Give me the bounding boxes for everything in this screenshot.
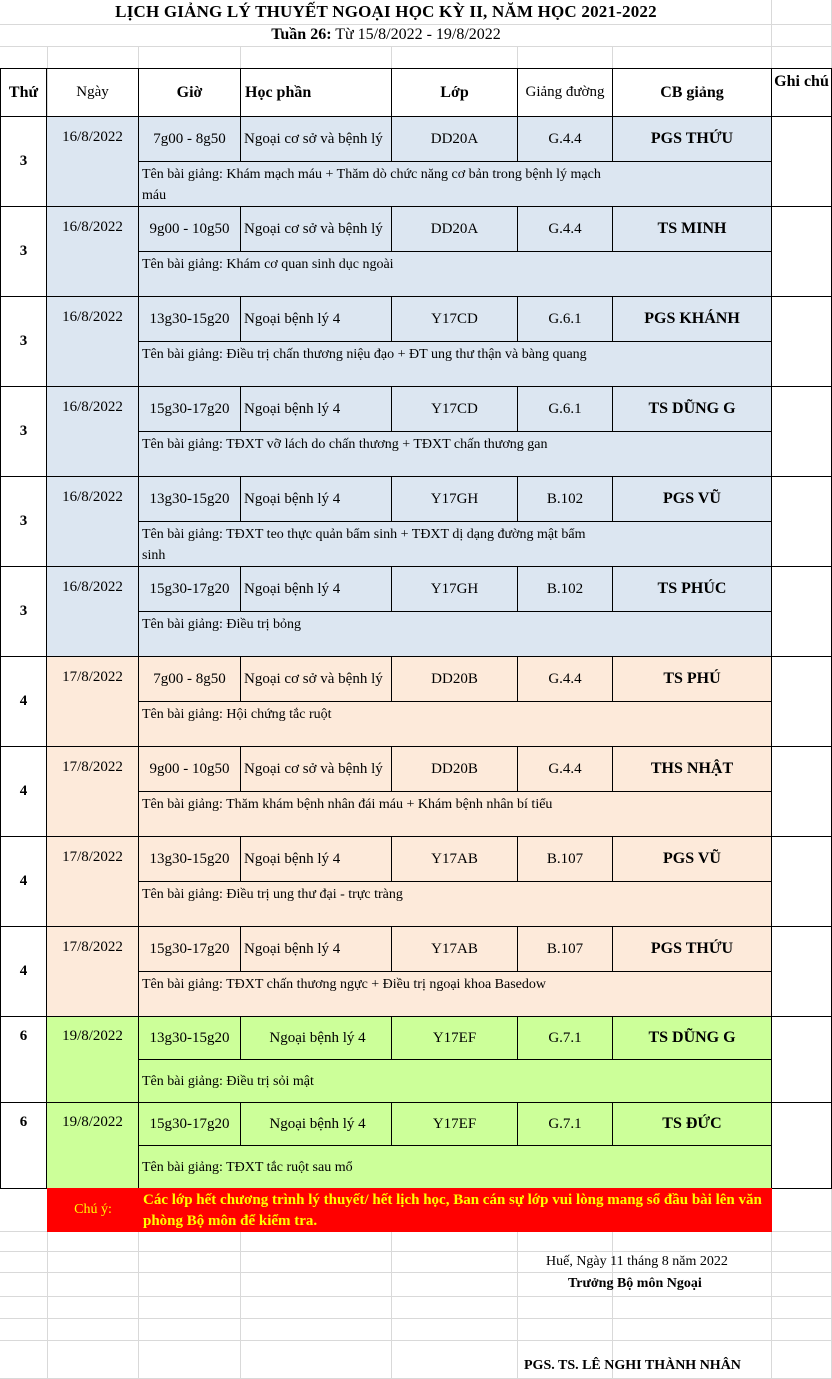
row-ghi-chu [772, 927, 832, 1017]
row-giang-duong: G.4.4 [518, 117, 613, 162]
lecture-text: Tên bài giảng: TĐXT teo thực quản bẩm sinh + TĐXT dị dạng đường mật bẩm sinh [142, 527, 586, 563]
row-cb-giang: TS PHÚC [613, 567, 772, 612]
row-lop: Y17CD [392, 297, 518, 342]
row-ngay: 16/8/2022 [47, 297, 139, 387]
header-lop: Lớp [392, 69, 518, 117]
lecture-text: Tên bài giảng: TĐXT tắc ruột sau mổ [142, 1159, 353, 1175]
row-hoc-phan: Ngoại bệnh lý 4 [241, 837, 392, 882]
row-gio: 13g30-15g20 [139, 297, 241, 342]
row-hoc-phan: Ngoại cơ sở và bệnh lý [241, 117, 392, 162]
row-thu: 3 [0, 207, 47, 297]
row-ngay: 17/8/2022 [47, 657, 139, 747]
row-giang-duong: G.6.1 [518, 387, 613, 432]
row-gio: 7g00 - 8g50 [139, 117, 241, 162]
lecture-text: Tên bài giảng: TĐXT vỡ lách do chấn thương + TĐXT chấn thương gan [142, 437, 548, 452]
header-ngay: Ngày [47, 69, 139, 117]
row-bai-giang [139, 882, 772, 927]
header-gio: Giờ [139, 69, 241, 117]
row-ghi-chu [772, 657, 832, 747]
row-giang-duong: G.4.4 [518, 747, 613, 792]
row-bai-giang [139, 792, 772, 837]
row-ghi-chu [772, 747, 832, 837]
row-bai-giang [139, 162, 772, 207]
week-subtitle [0, 26, 772, 44]
row-bai-giang [139, 522, 772, 567]
header-hoc-phan: Học phần [241, 69, 392, 117]
row-gio: 15g30-17g20 [139, 567, 241, 612]
lecture-text: Tên bài giảng: Thăm khám bệnh nhân đái máu + Khám bệnh nhân bí tiểu [142, 797, 553, 812]
row-bai-giang [139, 342, 772, 387]
row-ngay: 16/8/2022 [47, 387, 139, 477]
row-bai-giang [139, 972, 772, 1017]
row-gio: 13g30-15g20 [139, 837, 241, 882]
row-cb-giang: THS NHẬT [613, 747, 772, 792]
lecture-text: Tên bài giảng: Điều trị bỏng [142, 617, 302, 632]
row-hoc-phan: Ngoại bệnh lý 4 [241, 567, 392, 612]
row-gio: 9g00 - 10g50 [139, 747, 241, 792]
row-thu: 4 [0, 657, 47, 747]
note-label: Chú ý: [47, 1188, 139, 1232]
row-giang-duong: G.4.4 [518, 207, 613, 252]
row-thu: 3 [0, 297, 47, 387]
row-gio: 13g30-15g20 [139, 477, 241, 522]
row-lop: DD20A [392, 117, 518, 162]
lecture-text: Tên bài giảng: Điều trị chấn thương niệu đạo + ĐT ung thư thận và bàng quang [142, 347, 587, 362]
row-ngay: 17/8/2022 [47, 747, 139, 837]
row-lop: Y17CD [392, 387, 518, 432]
row-bai-giang [139, 252, 772, 297]
row-ghi-chu [772, 387, 832, 477]
footer-signer: PGS. TS. LÊ NGHI THÀNH NHÂN [524, 1358, 741, 1373]
row-hoc-phan: Ngoại cơ sở và bệnh lý [241, 657, 392, 702]
row-thu: 6 [0, 1017, 47, 1103]
row-gio: 7g00 - 8g50 [139, 657, 241, 702]
row-cb-giang: PGS KHÁNH [613, 297, 772, 342]
row-hoc-phan: Ngoại bệnh lý 4 [241, 387, 392, 432]
lecture-text: Tên bài giảng: Điều trị sỏi mật [142, 1073, 314, 1089]
note-text: Các lớp hết chương trình lý thuyết/ hết lịch học, Ban cán sự lớp vui lòng mang sổ đầu bài lên văn phòng Bộ môn để kiểm tra. [139, 1188, 772, 1232]
row-bai-giang [139, 432, 772, 477]
row-giang-duong: B.102 [518, 477, 613, 522]
row-ngay: 16/8/2022 [47, 477, 139, 567]
row-hoc-phan: Ngoại bệnh lý 4 [241, 1103, 392, 1146]
row-giang-duong: B.102 [518, 567, 613, 612]
row-thu: 3 [0, 387, 47, 477]
row-hoc-phan: Ngoại bệnh lý 4 [241, 927, 392, 972]
row-hoc-phan: Ngoại bệnh lý 4 [241, 477, 392, 522]
row-lop: Y17AB [392, 927, 518, 972]
row-ngay: 16/8/2022 [47, 207, 139, 297]
row-giang-duong: G.7.1 [518, 1017, 613, 1060]
row-cb-giang: PGS THỨU [613, 117, 772, 162]
row-cb-giang: TS ĐỨC [613, 1103, 772, 1146]
row-ghi-chu [772, 297, 832, 387]
row-lop: DD20A [392, 207, 518, 252]
row-thu: 3 [0, 117, 47, 207]
header-cb-giang: CB giảng [613, 69, 772, 117]
lecture-text: Tên bài giảng: TĐXT chấn thương ngực + Điều trị ngoại khoa Basedow [142, 977, 546, 992]
row-gio: 13g30-15g20 [139, 1017, 241, 1060]
row-ngay: 17/8/2022 [47, 927, 139, 1017]
row-ngay: 19/8/2022 [47, 1017, 139, 1103]
row-lop: DD20B [392, 657, 518, 702]
row-thu: 4 [0, 747, 47, 837]
row-lop: Y17AB [392, 837, 518, 882]
row-lop: Y17GH [392, 567, 518, 612]
row-hoc-phan: Ngoại bệnh lý 4 [241, 1017, 392, 1060]
row-bai-giang [139, 702, 772, 747]
page-title: LỊCH GIẢNG LÝ THUYẾT NGOẠI HỌC KỲ II, NĂM HỌC 2021-2022 [115, 2, 657, 21]
row-thu: 3 [0, 567, 47, 657]
row-bai-giang [139, 1146, 772, 1189]
row-bai-giang [139, 1060, 772, 1103]
row-bai-giang [139, 612, 772, 657]
header-giang-duong: Giảng đường [518, 69, 613, 117]
lecture-text: Tên bài giảng: Điều trị ung thư đại - trực tràng [142, 887, 403, 902]
row-ghi-chu [772, 207, 832, 297]
row-cb-giang: TS DŨNG G [613, 1017, 772, 1060]
row-lop: DD20B [392, 747, 518, 792]
header-ghi-chu: Ghi chú [772, 69, 832, 117]
row-lop: Y17EF [392, 1103, 518, 1146]
row-giang-duong: B.107 [518, 837, 613, 882]
lecture-text: Tên bài giảng: Khám cơ quan sinh dục ngoài [142, 257, 394, 272]
row-lop: Y17EF [392, 1017, 518, 1060]
row-ghi-chu [772, 477, 832, 567]
row-thu: 4 [0, 927, 47, 1017]
row-cb-giang: PGS VŨ [613, 837, 772, 882]
row-cb-giang: PGS VŨ [613, 477, 772, 522]
row-giang-duong: B.107 [518, 927, 613, 972]
row-ghi-chu [772, 567, 832, 657]
row-ghi-chu [772, 837, 832, 927]
thu-divider [0, 1188, 48, 1189]
week-label: Tuần 26: [271, 26, 332, 43]
row-ngay: 17/8/2022 [47, 837, 139, 927]
row-gio: 15g30-17g20 [139, 387, 241, 432]
row-ngay: 19/8/2022 [47, 1103, 139, 1189]
row-hoc-phan: Ngoại bệnh lý 4 [241, 297, 392, 342]
row-hoc-phan: Ngoại cơ sở và bệnh lý [241, 747, 392, 792]
row-giang-duong: G.7.1 [518, 1103, 613, 1146]
row-cb-giang: TS MINH [613, 207, 772, 252]
footer-place-date: Huế, Ngày 11 tháng 8 năm 2022 [546, 1254, 728, 1269]
row-thu: 4 [0, 837, 47, 927]
footer-role: Trưởng Bộ môn Ngoại [568, 1276, 702, 1291]
row-gio: 15g30-17g20 [139, 927, 241, 972]
row-gio: 15g30-17g20 [139, 1103, 241, 1146]
row-ghi-chu [772, 117, 832, 207]
row-giang-duong: G.4.4 [518, 657, 613, 702]
row-ngay: 16/8/2022 [47, 567, 139, 657]
row-gio: 9g00 - 10g50 [139, 207, 241, 252]
row-lop: Y17GH [392, 477, 518, 522]
lecture-text: Tên bài giảng: Khám mạch máu + Thăm dò chức năng cơ bản trong bệnh lý mạch máu [142, 167, 601, 203]
row-cb-giang: TS PHÚ [613, 657, 772, 702]
row-ghi-chu [772, 1103, 832, 1189]
week-range: Từ 15/8/2022 - 19/8/2022 [335, 26, 501, 43]
row-cb-giang: PGS THỨU [613, 927, 772, 972]
row-ngay: 16/8/2022 [47, 117, 139, 207]
lecture-text: Tên bài giảng: Hội chứng tắc ruột [142, 707, 332, 722]
row-giang-duong: G.6.1 [518, 297, 613, 342]
row-thu: 6 [0, 1103, 47, 1189]
row-thu: 3 [0, 477, 47, 567]
header-thu: Thứ [0, 69, 47, 117]
row-ghi-chu [772, 1017, 832, 1103]
row-cb-giang: TS DŨNG G [613, 387, 772, 432]
row-hoc-phan: Ngoại cơ sở và bệnh lý [241, 207, 392, 252]
